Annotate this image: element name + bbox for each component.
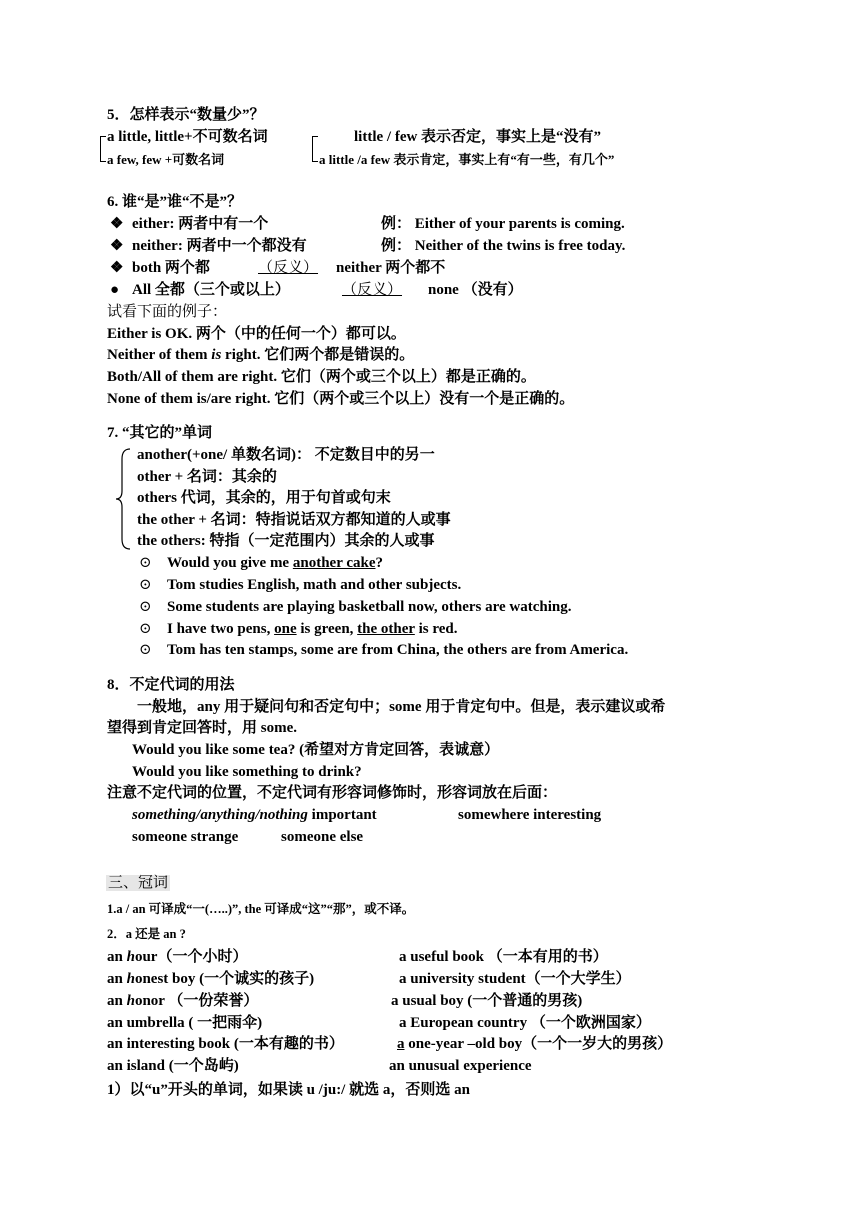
section-8-title: 8．不定代词的用法 bbox=[107, 677, 235, 693]
x4u2: the other bbox=[357, 621, 415, 637]
s8-word1-italic: something/anything/nothing bbox=[132, 807, 308, 823]
section-5-title: 5．怎样表示“数量少”？ bbox=[107, 107, 265, 123]
a-useful-book: a useful book （一本有用的书） bbox=[399, 949, 608, 965]
x1u: another cake bbox=[292, 555, 376, 571]
def-other: other + 名词：其余的 bbox=[137, 469, 277, 485]
x2: Tom studies English, math and other subjects. bbox=[167, 577, 462, 593]
example-none: None of them is/are right. 它们（两个或三个以上）没有一个是正确的。 bbox=[107, 391, 575, 407]
bullet-all bbox=[110, 280, 290, 300]
both-antonym: （反义） bbox=[258, 260, 319, 276]
either-example: 例： Either of your parents is coming. bbox=[381, 216, 625, 232]
example-neither-a: Neither of them bbox=[107, 347, 212, 363]
s8-word1 bbox=[132, 805, 377, 825]
an-hour-a: an bbox=[107, 949, 127, 965]
either-def: either: 两者中有一个 bbox=[132, 216, 269, 232]
circle-dot-bullet-icon: ⊙ bbox=[139, 642, 152, 658]
try-examples: 试看下面的例子： bbox=[107, 304, 228, 320]
circle-dot-bullet-icon: ⊙ bbox=[139, 599, 152, 615]
diamond-bullet-icon: ❖ bbox=[110, 238, 124, 254]
section-6-title: 6. 谁“是”谁“不是”？ bbox=[107, 194, 243, 210]
s8-word3: someone strange bbox=[132, 829, 239, 845]
s8-note: 注意不定代词的位置，不定代词有形容词修饰时，形容词放在后面： bbox=[107, 785, 558, 801]
a-one-year-old-boy bbox=[397, 1034, 672, 1054]
an-unusual-experience: an unusual experience bbox=[389, 1058, 532, 1074]
x4b: is red. bbox=[414, 621, 458, 637]
example-neither bbox=[107, 345, 414, 365]
def-the-others: the others: 特指（一定范围内）其余的人或事 bbox=[137, 533, 435, 549]
example-the-others bbox=[139, 640, 628, 660]
bullet-either bbox=[110, 214, 268, 234]
x5: Tom has ten stamps, some are from China, the others are from America. bbox=[167, 642, 629, 658]
s8-word4: someone else bbox=[281, 829, 364, 845]
section-7-title: 7. “其它的”单词 bbox=[107, 425, 213, 441]
neither-example: 例： Neither of the twins is free today. bbox=[381, 238, 626, 254]
an-honor-h: h bbox=[126, 993, 135, 1009]
s5-line2-right: a little /a few 表示肯定，事实上有“有一些，有几个” bbox=[319, 152, 615, 167]
an-hour-h: h bbox=[126, 949, 135, 965]
x4a: I have two pens, bbox=[167, 621, 275, 637]
example-neither-b: right. 它们两个都是错误的。 bbox=[221, 347, 415, 363]
s5-line1-right: little / few 表示否定，事实上是“没有” bbox=[354, 129, 602, 145]
s8-question1: Would you like some tea? (希望对方肯定回答，表诚意） bbox=[132, 742, 500, 758]
both-def: both 两个都 bbox=[132, 260, 210, 276]
example-others bbox=[139, 597, 571, 617]
a-usual-boy: a usual boy (一个普通的男孩) bbox=[391, 993, 583, 1009]
example-the-other bbox=[139, 619, 457, 639]
brace-icon bbox=[312, 136, 318, 162]
an-honest-b: onest boy (一个诚实的孩子) bbox=[134, 971, 315, 987]
def-the-other: the other + 名词：特指说话双方都知道的人或事 bbox=[137, 512, 451, 528]
section-3-title-text: 三、冠词 bbox=[108, 875, 169, 891]
x4u1: one bbox=[274, 621, 297, 637]
brace-icon bbox=[100, 136, 106, 162]
article-rule-u: 1）以“u”开头的单词，如果读 u /ju:/ 就选 a，否则选 an bbox=[107, 1082, 470, 1098]
all-antonym: （反义） bbox=[342, 282, 403, 298]
a-european-country: a European country （一个欧洲国家） bbox=[399, 1015, 651, 1031]
circle-dot-bullet-icon: ⊙ bbox=[139, 577, 152, 593]
s8-question2: Would you like something to drink? bbox=[132, 764, 362, 780]
s5-line1-left: a little, little+不可数名词 bbox=[107, 129, 268, 145]
s5-line2-left: a few, few +可数名词 bbox=[107, 152, 225, 167]
x3: Some students are playing basketball now, others are watching. bbox=[167, 599, 572, 615]
articles-line1: 1.a / an 可译成“一(…..)”, the 可译成“这”“那”，或不译。 bbox=[107, 902, 415, 916]
def-others: others 代词，其余的，用于句首或句末 bbox=[137, 490, 391, 506]
an-interesting-book: an interesting book (一本有趣的书） bbox=[107, 1036, 344, 1052]
circle-dot-bullet-icon: ⊙ bbox=[139, 555, 152, 571]
section-3-title bbox=[106, 873, 170, 893]
a-one-year-a: a bbox=[397, 1036, 405, 1052]
an-honest-h: h bbox=[126, 971, 135, 987]
all-none: none （没有） bbox=[428, 282, 523, 298]
s8-para-line2: 望得到肯定回答时，用 some. bbox=[107, 720, 297, 736]
x4m: is green, bbox=[296, 621, 358, 637]
both-neither: neither 两个都不 bbox=[336, 260, 446, 276]
def-another: another(+one/ 单数名词)： 不定数目中的另一 bbox=[137, 447, 435, 463]
an-umbrella: an umbrella ( 一把雨伞) bbox=[107, 1015, 263, 1031]
an-hour-b: our（一个小时） bbox=[134, 949, 248, 965]
a-one-year-rest: one-year –old boy（一个一岁大的男孩） bbox=[404, 1036, 673, 1052]
a-university-student: a university student（一个大学生） bbox=[399, 971, 631, 987]
articles-line2: 2．a 还是 an ? bbox=[107, 927, 186, 941]
diamond-bullet-icon: ❖ bbox=[110, 260, 124, 276]
bullet-both bbox=[110, 258, 210, 278]
x1a: Would you give me bbox=[167, 555, 293, 571]
example-both: Both/All of them are right. 它们（两个或三个以上）都是正确的。 bbox=[107, 369, 536, 385]
an-honor bbox=[107, 991, 258, 1011]
s8-word2: somewhere interesting bbox=[458, 807, 602, 823]
an-hour bbox=[107, 947, 247, 967]
an-honor-b: onor （一份荣誉） bbox=[134, 993, 259, 1009]
an-honest-boy bbox=[107, 969, 314, 989]
diamond-bullet-icon: ❖ bbox=[110, 216, 124, 232]
s8-para-line1: 一般地，any 用于疑问句和否定句中；some 用于肯定句中。但是，表示建议或希 bbox=[137, 699, 666, 715]
brace-icon bbox=[114, 447, 134, 551]
neither-def: neither: 两者中一个都没有 bbox=[132, 238, 307, 254]
example-other bbox=[139, 575, 461, 595]
example-either: Either is OK. 两个（中的任何一个）都可以。 bbox=[107, 326, 406, 342]
all-def: All 全都（三个或以上） bbox=[132, 282, 290, 298]
s8-word1-rest: important bbox=[307, 807, 377, 823]
example-another bbox=[139, 553, 383, 573]
bullet-neither bbox=[110, 236, 307, 256]
an-honor-a: an bbox=[107, 993, 127, 1009]
circle-dot-bullet-icon: ⊙ bbox=[139, 621, 152, 637]
an-honest-a: an bbox=[107, 971, 127, 987]
example-neither-is: is bbox=[211, 347, 222, 363]
x1b: ? bbox=[375, 555, 383, 571]
an-island: an island (一个岛屿) bbox=[107, 1058, 239, 1074]
dot-bullet-icon: ● bbox=[110, 282, 120, 298]
